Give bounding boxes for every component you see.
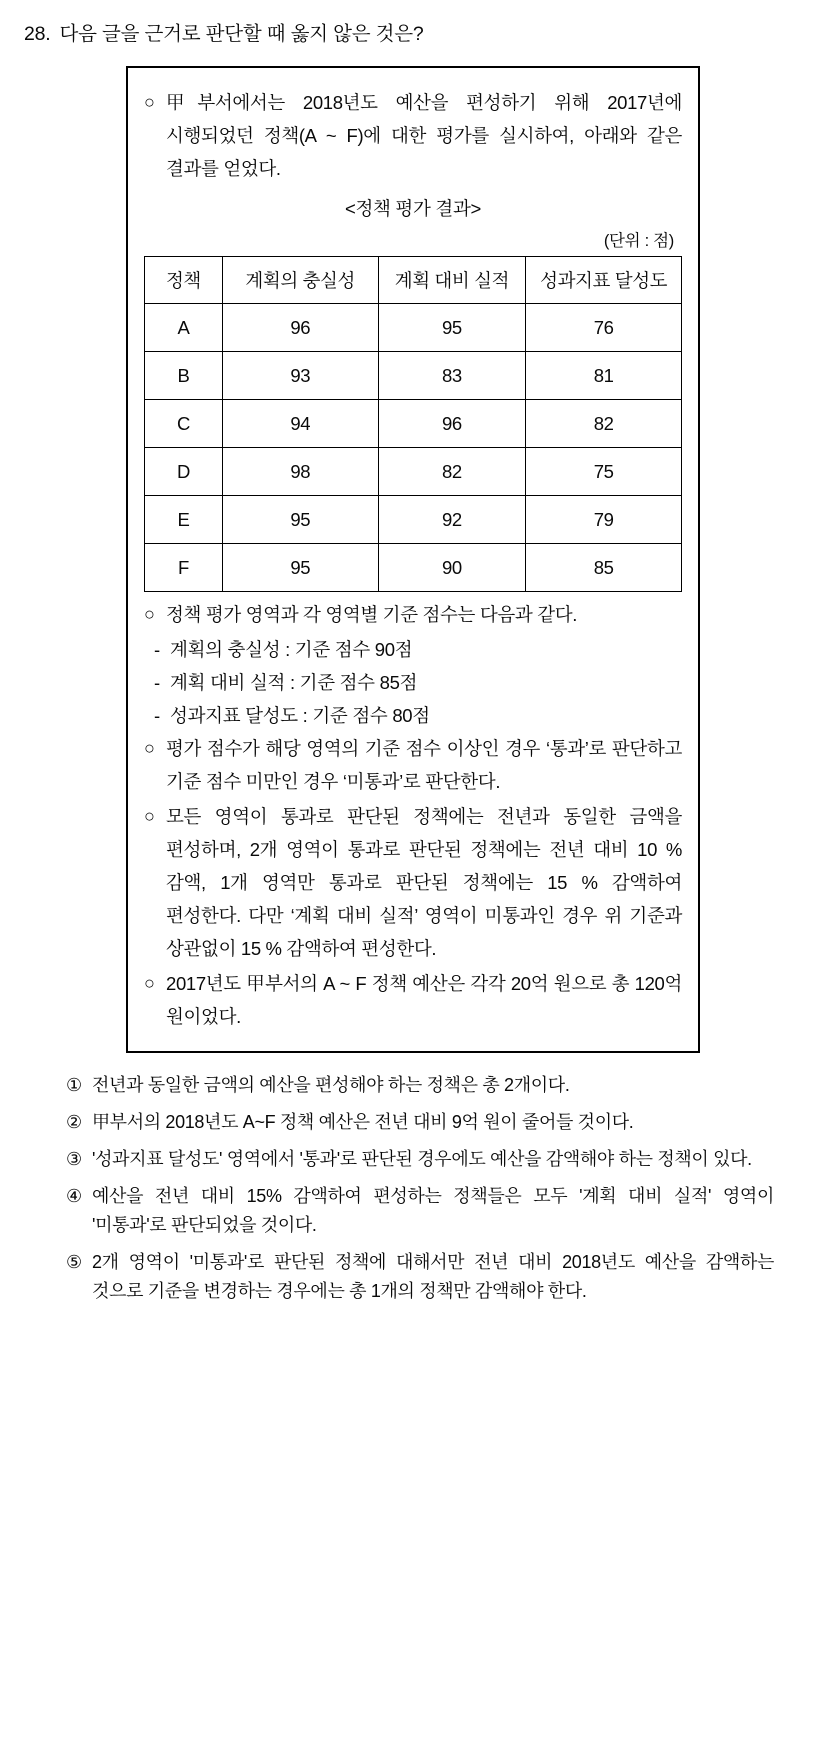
choice-label: 甲부서의 2018년도 A~F 정책 예산은 전년 대비 9억 원이 줄어들 것이다.: [92, 1112, 634, 1132]
budget-total-text: 2017년도 甲부서의 A ~ F 정책 예산은 각각 20억 원으로 총 120억 원이었다.: [166, 973, 682, 1027]
passage-bullet-pass-rule: [144, 732, 682, 798]
cell-kpi-achievement: 79: [526, 496, 682, 544]
choice-2[interactable]: [66, 1108, 774, 1137]
criteria-item-plan-vs-actual: [154, 666, 682, 699]
bullet-circle-icon: ○: [144, 92, 155, 112]
table-row: [145, 544, 682, 592]
cell-plan-vs-actual: 96: [378, 400, 526, 448]
choice-marker: ③: [66, 1149, 83, 1169]
criteria-intro-text: 정책 평가 영역과 각 영역별 기준 점수는 다음과 같다.: [166, 604, 578, 625]
choice-marker: ①: [66, 1075, 83, 1095]
cell-plan-fidelity: 94: [222, 400, 378, 448]
question-text: 다음 글을 근거로 판단할 때 옳지 않은 것은?: [59, 23, 424, 45]
cell-policy: D: [145, 448, 223, 496]
policy-evaluation-table: [144, 256, 682, 592]
cell-kpi-achievement: 76: [526, 304, 682, 352]
passage-intro-text: 甲부서에서는 2018년도 예산을 편성하기 위해 2017년에 시행되었던 정책(A ~ F)에 대한 평가를 실시하여, 아래와 같은 결과를 얻었다.: [166, 92, 682, 179]
cell-plan-vs-actual: 83: [378, 352, 526, 400]
column-header-plan-fidelity: 계획의 충실성: [222, 257, 378, 304]
choice-marker: ④: [66, 1186, 83, 1206]
cell-kpi-achievement: 75: [526, 448, 682, 496]
choice-label: 예산을 전년 대비 15% 감액하여 편성하는 정책들은 모두 '계획 대비 실적' 영역이 '미통과'로 판단되었을 것이다.: [92, 1186, 774, 1235]
table-row: [145, 304, 682, 352]
answer-choices: [22, 1071, 804, 1306]
cell-policy: C: [145, 400, 223, 448]
choice-3[interactable]: [66, 1145, 774, 1174]
table-header-row: [145, 257, 682, 304]
dash-icon: -: [154, 639, 161, 660]
bullet-circle-icon: ○: [144, 973, 155, 993]
table-row: [145, 448, 682, 496]
dash-icon: -: [154, 705, 161, 726]
dash-icon: -: [154, 672, 161, 693]
choice-marker: ⑤: [66, 1252, 83, 1272]
bullet-circle-icon: ○: [144, 806, 155, 826]
cell-kpi-achievement: 81: [526, 352, 682, 400]
criteria-text: 성과지표 달성도 : 기준 점수 80점: [170, 705, 430, 726]
cell-plan-vs-actual: 90: [378, 544, 526, 592]
choice-1[interactable]: [66, 1071, 774, 1100]
question-stem: [24, 18, 804, 46]
choice-label: '성과지표 달성도' 영역에서 '통과'로 판단된 경우에도 예산을 감액해야 하는 정책이 있다.: [92, 1149, 752, 1169]
cell-plan-fidelity: 96: [222, 304, 378, 352]
passage-bullet-criteria: [144, 598, 682, 631]
question-number: 28.: [24, 23, 51, 45]
passage-bullet-budget-rule: [144, 800, 682, 965]
cell-plan-fidelity: 95: [222, 496, 378, 544]
cell-policy: F: [145, 544, 223, 592]
passage-bullet-intro: [144, 86, 682, 185]
cell-kpi-achievement: 85: [526, 544, 682, 592]
table-caption: <정책 평가 결과>: [344, 198, 482, 219]
choice-5[interactable]: [66, 1248, 774, 1306]
budget-rule-text: 모든 영역이 통과로 판단된 정책에는 전년과 동일한 금액을 편성하며, 2개 영역이 통과로 판단된 정책에는 전년 대비 10 % 감액, 1개 영역만 통과로 판단된 정책에는 15 % 감액하여 편성한다. 다만 ‘계획 대비 실적’ 영역이 미통과인 경우 위 기준과 상관없이 15 % 감액하여 편성한다.: [166, 806, 682, 959]
choice-4[interactable]: [66, 1182, 774, 1240]
cell-policy: E: [145, 496, 223, 544]
pass-rule-text: 평가 점수가 해당 영역의 기준 점수 이상인 경우 ‘통과’로 판단하고 기준 점수 미만인 경우 ‘미통과’로 판단한다.: [166, 738, 682, 792]
cell-kpi-achievement: 82: [526, 400, 682, 448]
cell-policy: A: [145, 304, 223, 352]
bullet-circle-icon: ○: [144, 738, 155, 758]
column-header-plan-vs-actual: 계획 대비 실적: [378, 257, 526, 304]
criteria-text: 계획 대비 실적 : 기준 점수 85점: [170, 672, 418, 693]
choice-label: 전년과 동일한 금액의 예산을 편성해야 하는 정책은 총 2개이다.: [92, 1075, 570, 1095]
cell-plan-fidelity: 93: [222, 352, 378, 400]
passage-bullet-budget-total: [144, 967, 682, 1033]
criteria-item-kpi-achievement: [154, 699, 682, 732]
choice-label: 2개 영역이 '미통과'로 판단된 정책에 대해서만 전년 대비 2018년도 예산을 감액하는 것으로 기준을 변경하는 경우에는 총 1개의 정책만 감액해야 한다.: [92, 1252, 774, 1301]
cell-plan-vs-actual: 92: [378, 496, 526, 544]
passage-box: [126, 66, 700, 1053]
cell-plan-fidelity: 98: [222, 448, 378, 496]
cell-plan-vs-actual: 82: [378, 448, 526, 496]
choice-marker: ②: [66, 1112, 83, 1132]
table-row: [145, 352, 682, 400]
bullet-circle-icon: ○: [144, 604, 155, 624]
criteria-item-plan-fidelity: [154, 633, 682, 666]
column-header-kpi-achievement: 성과지표 달성도: [526, 257, 682, 304]
table-row: [145, 496, 682, 544]
table-row: [145, 400, 682, 448]
cell-plan-vs-actual: 95: [378, 304, 526, 352]
cell-policy: B: [145, 352, 223, 400]
column-header-policy: 정책: [145, 257, 223, 304]
cell-plan-fidelity: 95: [222, 544, 378, 592]
criteria-text: 계획의 충실성 : 기준 점수 90점: [170, 639, 413, 660]
table-unit-label: (단위 : 점): [603, 232, 674, 250]
